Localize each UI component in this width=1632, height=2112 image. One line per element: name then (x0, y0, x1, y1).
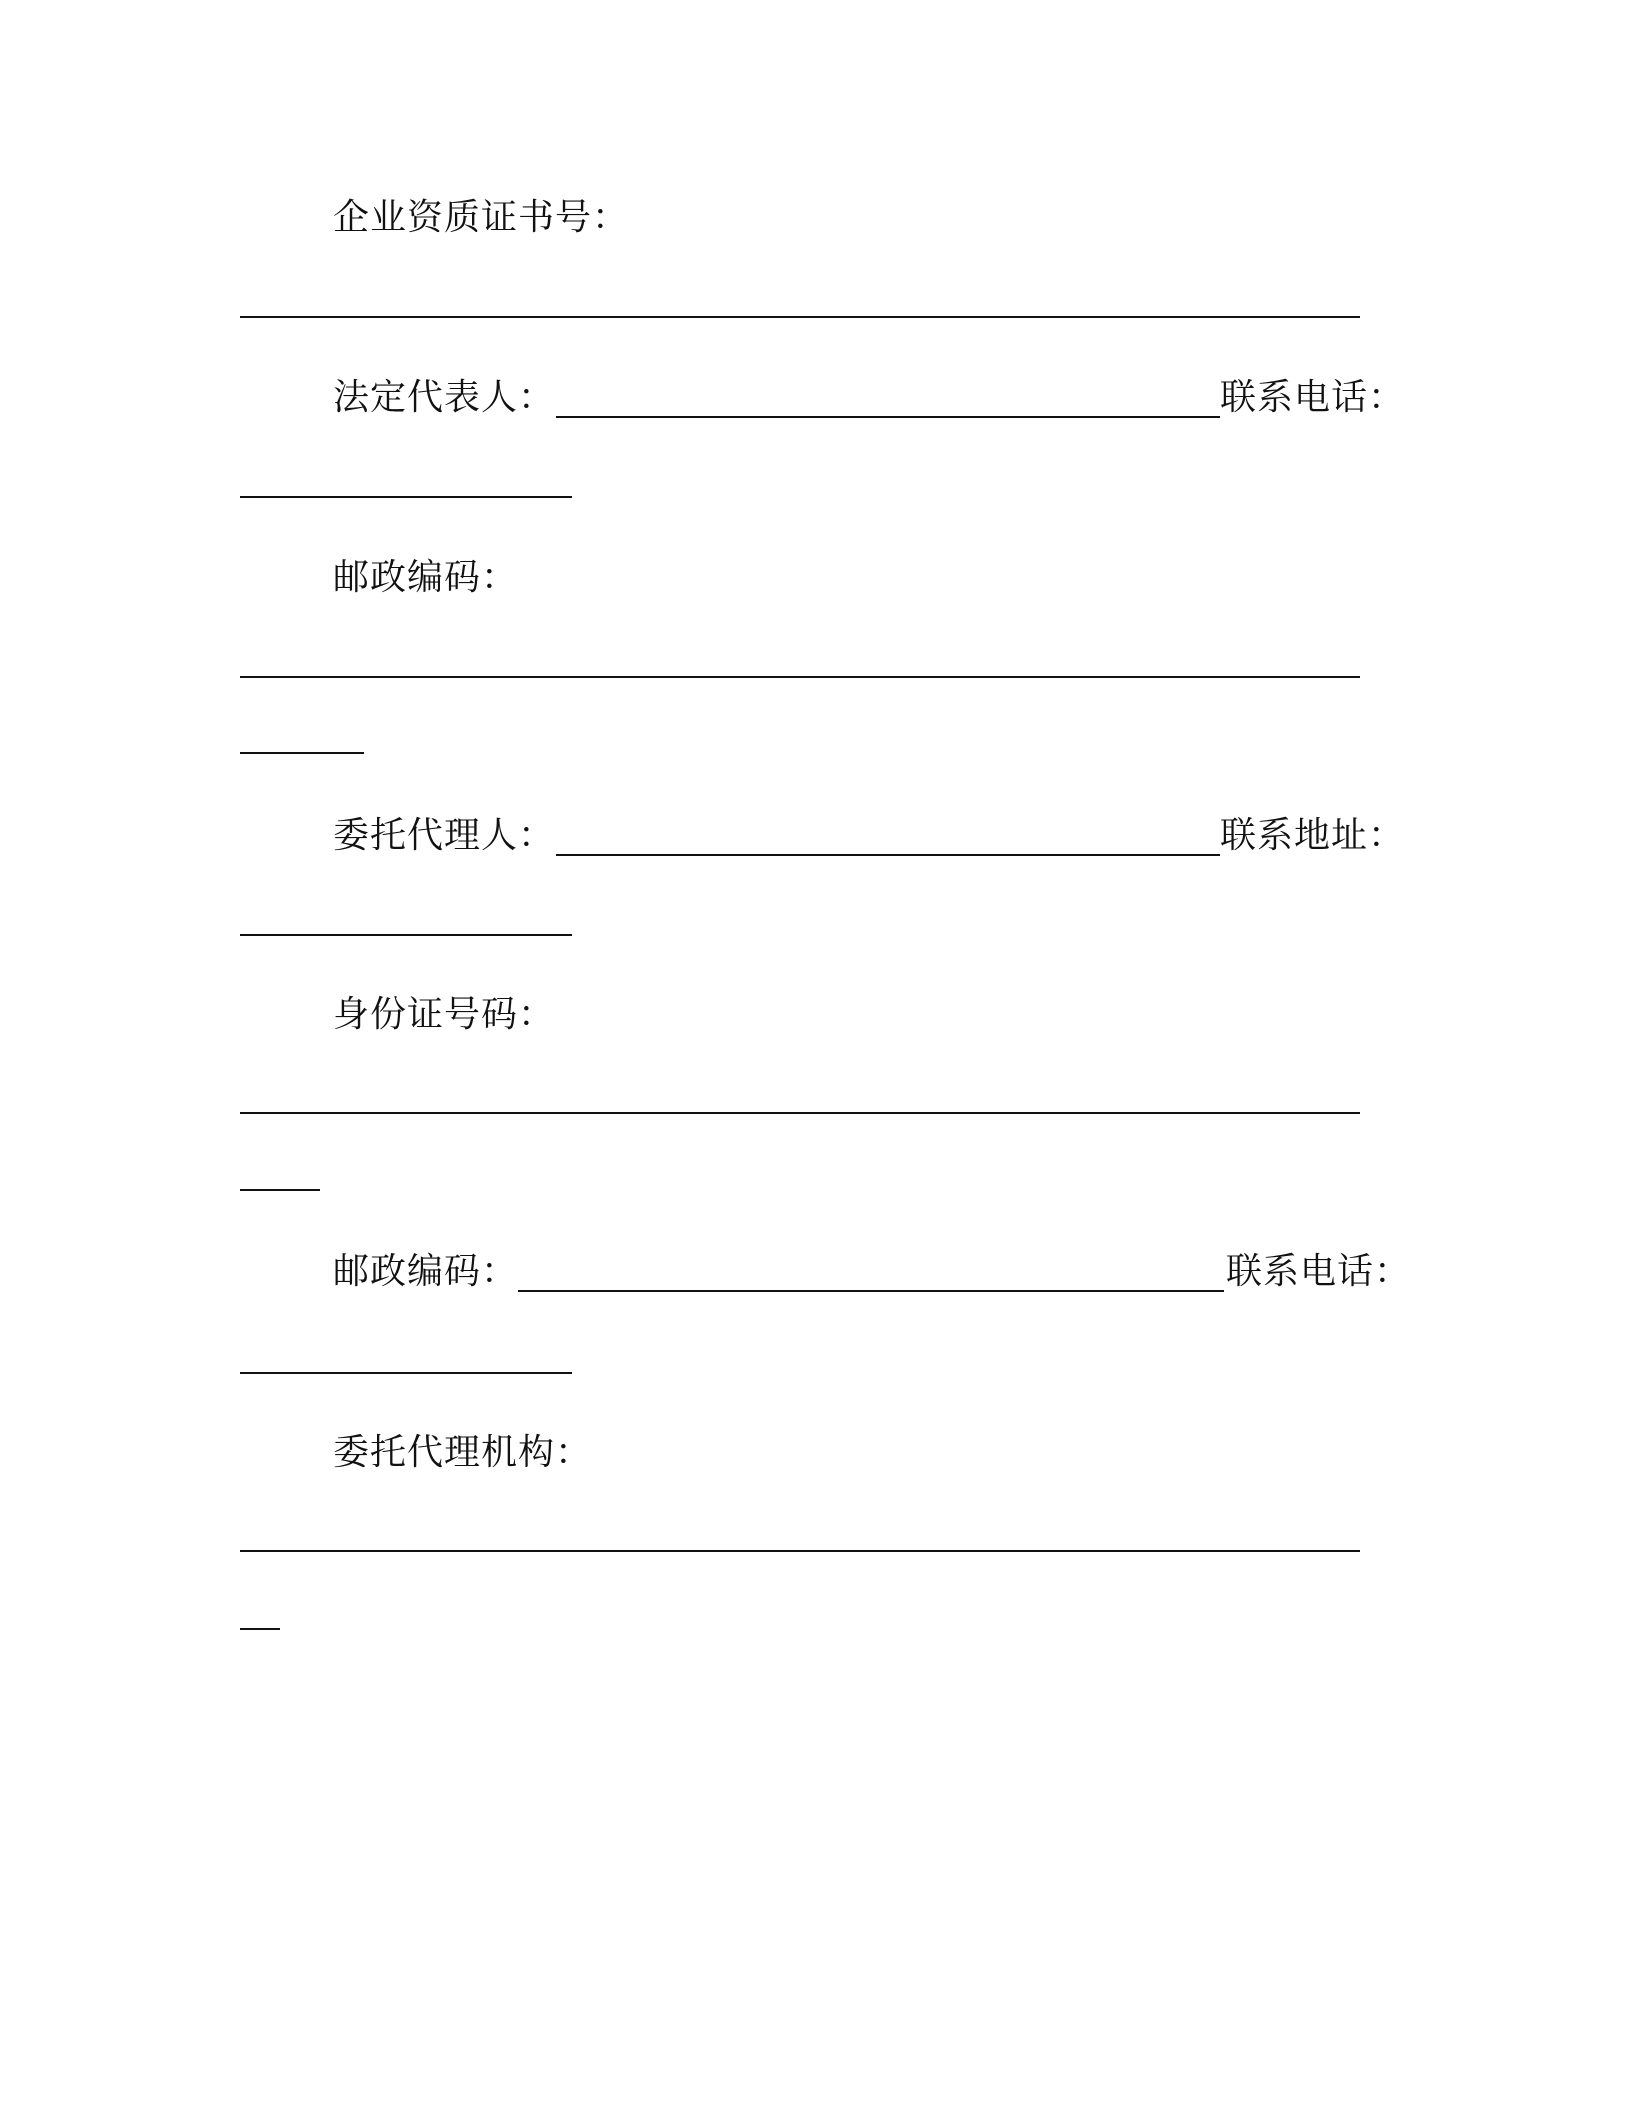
agency-blank-line-continued[interactable] (240, 1628, 280, 1630)
id-number-label: 身份证号码： (333, 994, 556, 1035)
id-number-blank-line[interactable] (240, 1112, 1360, 1114)
contact-phone-label: 联系电话： (1220, 377, 1406, 418)
agent-postal-code-blank-line[interactable] (518, 1290, 1224, 1292)
authorized-agent-blank-line[interactable] (556, 854, 1220, 856)
agent-contact-phone-label: 联系电话： (1226, 1251, 1412, 1292)
contact-address-blank-line[interactable] (240, 934, 572, 936)
agency-blank-line[interactable] (240, 1550, 1360, 1552)
id-number-blank-line-continued[interactable] (240, 1189, 320, 1191)
cert-number-blank-line[interactable] (240, 316, 1360, 318)
postal-code-blank-line[interactable] (240, 676, 1360, 678)
agent-contact-phone-blank-line[interactable] (240, 1372, 572, 1374)
legal-representative-blank-line[interactable] (556, 416, 1220, 418)
contact-address-label: 联系地址： (1220, 815, 1406, 856)
agent-postal-code-label: 邮政编码： (333, 1251, 519, 1292)
postal-code-blank-line-continued[interactable] (240, 752, 364, 754)
agency-label: 委托代理机构： (333, 1432, 593, 1473)
postal-code-label: 邮政编码： (333, 557, 519, 598)
cert-number-label: 企业资质证书号： (333, 197, 630, 238)
authorized-agent-label: 委托代理人： (333, 815, 556, 856)
contact-phone-blank-line[interactable] (240, 496, 572, 498)
legal-representative-label: 法定代表人： (333, 377, 556, 418)
